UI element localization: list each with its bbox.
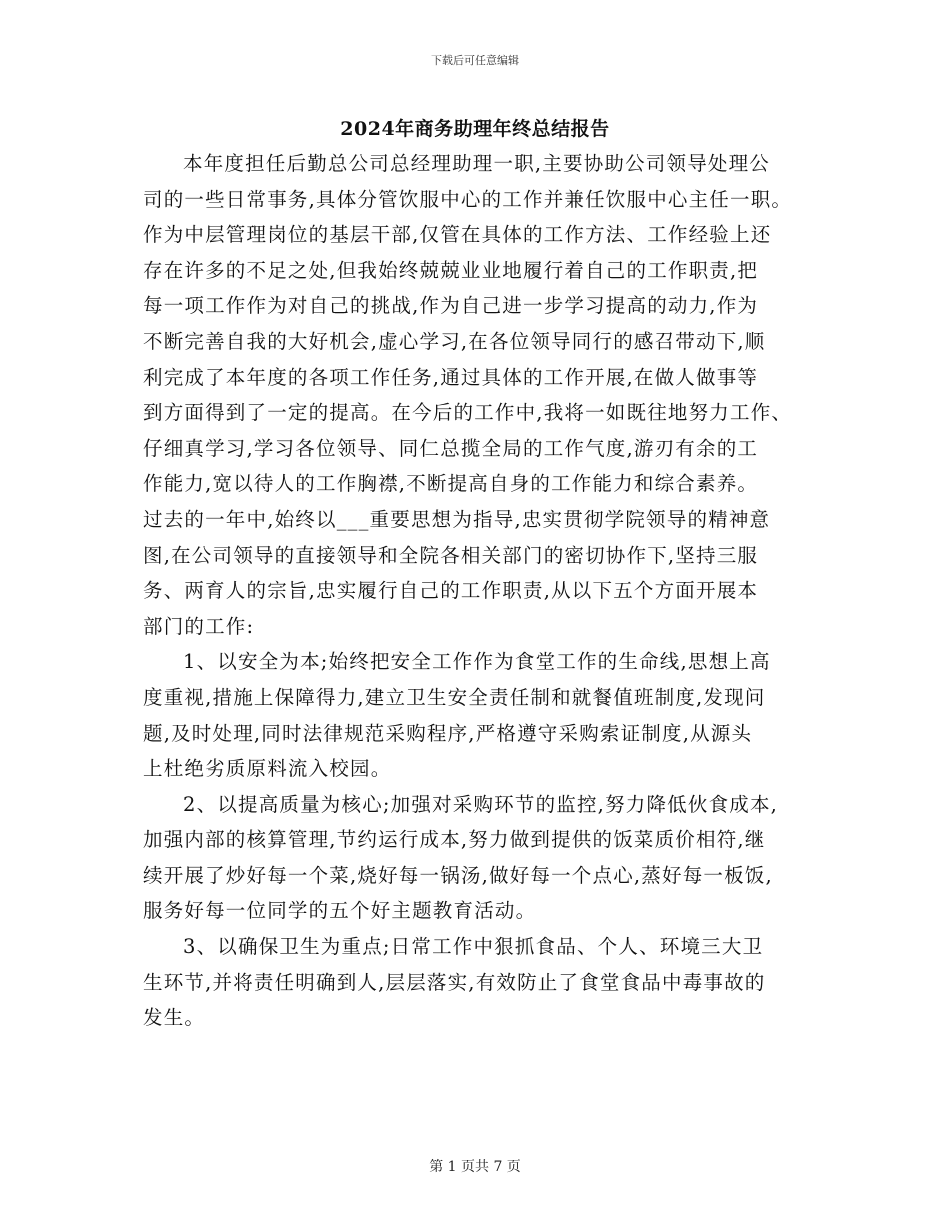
- body-line: 部门的工作:: [143, 614, 255, 638]
- body-line: 图,在公司领导的直接领导和全院各相关部门的密切协作下,坚持三服: [143, 543, 759, 567]
- body-line: 作能力,宽以待人的工作胸襟,不断提高自身的工作能力和综合素养。: [143, 472, 759, 496]
- body-line: 度重视,措施上保障得力,建立卫生安全责任制和就餐值班制度,发现问: [143, 685, 766, 709]
- body-line: 1、以安全为本;始终把安全工作作为食堂工作的生命线,思想上高: [183, 650, 771, 674]
- body-line: 服务好每一位同学的五个好主题教育活动。: [143, 899, 537, 923]
- body-line: 题,及时处理,同时法律规范采购程序,严格遵守采购索证制度,从源头: [143, 721, 753, 745]
- body-line: 利完成了本年度的各项工作任务,通过具体的工作开展,在做人做事等: [143, 365, 759, 389]
- body-line: 发生。: [143, 1006, 206, 1030]
- body-line: 加强内部的核算管理,节约运行成本,努力做到提供的饭菜质价相符,继: [143, 828, 766, 852]
- body-line: 不断完善自我的大好机会,虚心学习,在各位领导同行的感召带动下,顺: [143, 329, 766, 353]
- body-line: 存在许多的不足之处,但我始终兢兢业业地履行着自己的工作职责,把: [143, 258, 759, 282]
- document-title: 2024年商务助理年终总结报告: [340, 118, 610, 140]
- body-line: 上杜绝劣质原料流入校园。: [143, 757, 392, 781]
- document-body: [143, 146, 823, 1036]
- page-footer: 第 1 页共 7 页: [429, 1159, 521, 1175]
- body-line: 3、以确保卫生为重点;日常工作中狠抓食品、个人、环境三大卫: [183, 935, 764, 959]
- body-line: 作为中层管理岗位的基层干部,仅管在具体的工作方法、工作经验上还: [143, 223, 772, 247]
- body-line: 过去的一年中,始终以___重要思想为指导,忠实贯彻学院领导的精神意: [143, 507, 771, 531]
- body-line: 本年度担任后勤总公司总经理助理一职,主要协助公司领导处理公: [183, 152, 770, 175]
- body-line: 司的一些日常事务,具体分管饮服中心的工作并兼任饮服中心主任一职。: [143, 187, 793, 211]
- body-line: 2、以提高质量为核心;加强对采购环节的监控,努力降低伙食成本,: [183, 792, 779, 816]
- body-line: 每一项工作作为对自己的挑战,作为自己进一步学习提高的动力,作为: [143, 294, 759, 318]
- body-line: 务、两育人的宗旨,忠实履行自己的工作职责,从以下五个方面开展本: [143, 579, 759, 603]
- header-note: 下载后可任意编辑: [431, 54, 519, 67]
- body-line: 生环节,并将责任明确到人,层层落实,有效防止了食堂食品中毒事故的: [143, 970, 766, 994]
- body-line: 续开展了炒好每一个菜,烧好每一锅汤,做好每一个点心,蒸好每一板饭,: [143, 863, 773, 887]
- body-line: 仔细真学习,学习各位领导、同仁总揽全局的工作气度,游刃有余的工: [143, 436, 759, 460]
- body-line: 到方面得到了一定的提高。在今后的工作中,我将一如既往地努力工作、: [143, 401, 793, 425]
